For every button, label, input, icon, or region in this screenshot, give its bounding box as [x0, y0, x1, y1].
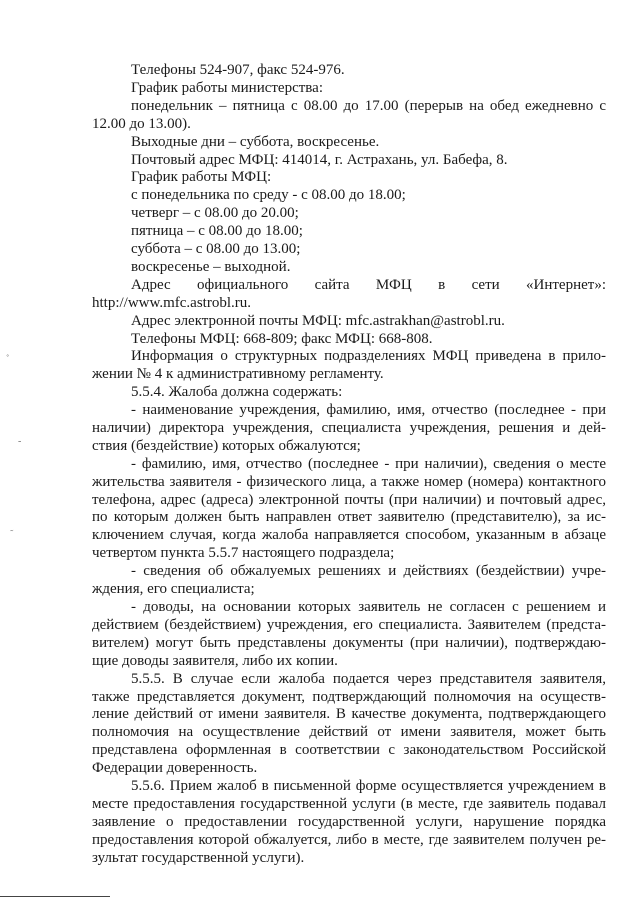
document-line: жительства заявителя - физического лица, а также номер (номера) контактного	[92, 474, 606, 490]
scan-mark: ˜	[10, 529, 14, 540]
document-line: - сведения об обжалуемых решениях и действиях (бездействии) учре-	[131, 563, 606, 579]
document-line: http://www.mfc.astrobl.ru.	[92, 295, 252, 311]
document-line: ждения, его специалиста;	[92, 581, 255, 597]
document-line: полномочия на осуществление действий от имени заявителя, может быть	[92, 724, 606, 740]
document-line: График работы МФЦ:	[131, 169, 272, 185]
document-line: - доводы, на основании которых заявитель не согласен с решением и	[131, 599, 606, 615]
document-line: действием (бездействием) учреждения, его специалиста. Заявителем (предста-	[92, 617, 606, 633]
document-line: с понедельника по среду - с 08.00 до 18.00;	[131, 187, 406, 203]
document-line: 5.5.4. Жалоба должна содержать:	[131, 384, 343, 400]
document-line: заявление о предоставлении государственной услуги, нарушение порядка	[92, 814, 606, 830]
document-line: представлена оформленная в соответствии с законодательством Российской	[92, 742, 606, 758]
document-line: наличии) директора учреждения, специалиста учреждения, решения и дей-	[92, 420, 606, 436]
document-line: - фамилию, имя, отчество (последнее - при наличии), сведения о месте	[131, 456, 606, 472]
document-line: Телефоны 524-907, факс 524-976.	[131, 62, 345, 78]
document-line: - наименование учреждения, фамилию, имя, отчество (последнее - при	[131, 402, 606, 418]
document-line: предоставления которой обжалуется, либо в месте, где заявителем получен ре-	[92, 832, 606, 848]
document-line: также представляется документ, подтверждающий полномочия на осуществ-	[92, 689, 606, 705]
document-line: зультат государственной услуги).	[92, 850, 305, 866]
scan-mark: -	[18, 436, 22, 447]
document-line: воскресенье – выходной.	[131, 259, 291, 275]
document-line: ключением случая, когда жалоба направляется способом, указанным в абзаце	[92, 527, 606, 543]
document-line: Выходные дни – суббота, воскресенье.	[131, 134, 380, 150]
document-line: щие доводы заявителя, либо их копии.	[92, 653, 338, 669]
document-line: месте предоставления государственной услуги (в месте, где заявитель подавал	[92, 796, 606, 812]
document-line: вителем) могут быть представлены документы (при наличии), подтверждаю-	[92, 635, 606, 651]
document-line: Информация о структурных подразделениях МФЦ приведена в прило-	[131, 348, 606, 364]
document-line: 5.5.5. В случае если жалоба подается через представителя заявителя,	[131, 671, 606, 687]
document-line: по которым должен быть направлен ответ заявителю (представителю), за ис-	[92, 509, 606, 525]
document-line: четверг – с 08.00 до 20.00;	[131, 205, 299, 221]
document-line: ствия (бездействие) которых обжалуются;	[92, 438, 361, 454]
document-line: пятница – с 08.00 до 18.00;	[131, 223, 303, 239]
document-line: Телефоны МФЦ: 668-809; факс МФЦ: 668-808.	[131, 331, 433, 347]
document-line: Почтовый адрес МФЦ: 414014, г. Астрахань, ул. Бабефа, 8.	[131, 152, 508, 168]
document-line: Адрес электронной почты МФЦ: mfc.astrakhan@astrobl.ru.	[131, 313, 505, 329]
document-line: суббота – с 08.00 до 13.00;	[131, 241, 301, 257]
document-line: жении № 4 к административному регламенту.	[92, 366, 384, 382]
footnote-rule	[0, 896, 110, 897]
document-line: телефона, адрес (адреса) электронной почты (при наличии) и почтовый адрес,	[92, 492, 606, 508]
document-line: 12.00 до 13.00).	[92, 116, 191, 132]
document-line: понедельник – пятница с 08.00 до 17.00 (перерыв на обед ежедневно с	[131, 98, 606, 114]
scan-mark: ˚	[6, 354, 10, 365]
document-line: Федерации доверенность.	[92, 760, 258, 776]
document-line: 5.5.6. Прием жалоб в письменной форме осуществляется учреждением в	[131, 778, 606, 794]
document-line: ление действий от имени заявителя. В качестве документа, подтверждающего	[92, 706, 606, 722]
document-line: График работы министерства:	[131, 80, 324, 96]
document-line: Адрес официального сайта МФЦ в сети «Интернет»:	[131, 277, 606, 293]
document-line: четвертом пункта 5.5.7 настоящего подраздела;	[92, 545, 395, 561]
